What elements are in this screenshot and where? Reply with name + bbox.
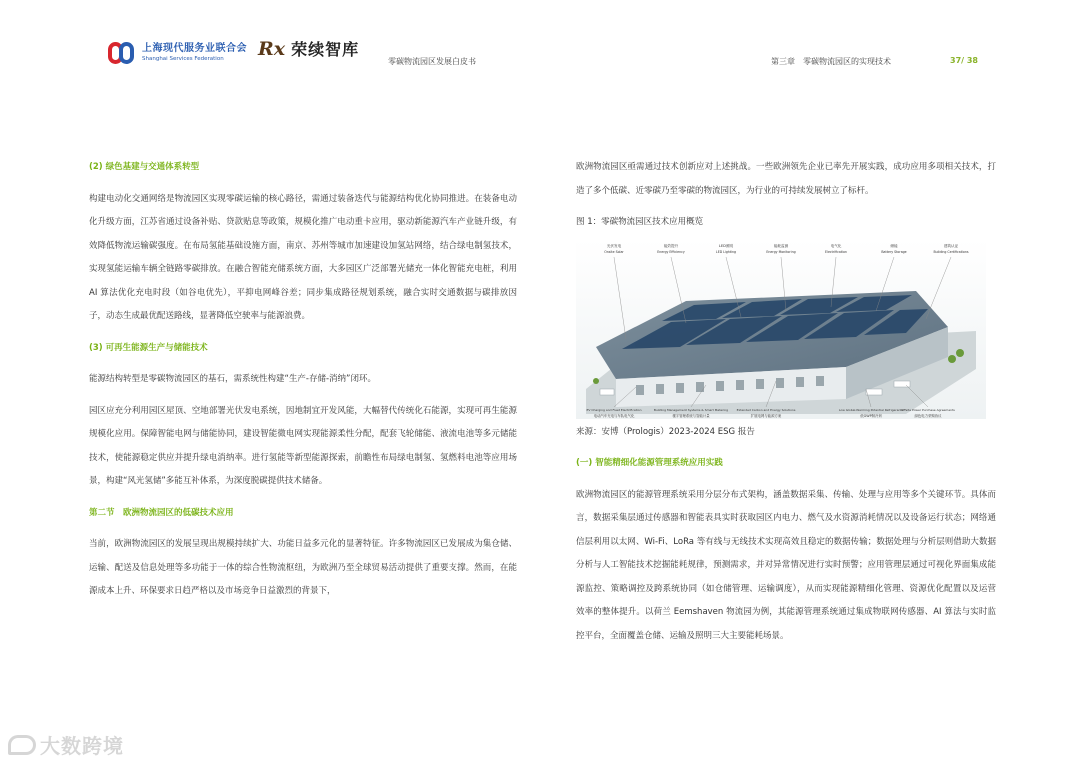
figure-label-cn: 电气化 bbox=[830, 243, 842, 248]
paragraph: 欧洲物流园区亟需通过技术创新应对上述挑战。一些欧洲领先企业已率先开展实践，成功应用多项相关技术，打造了多个低碳、近零碳乃至零碳的物流园区，为行业的可持续发展树立了标杆。 bbox=[576, 162, 996, 196]
figure-label-cn: 能耗监测 bbox=[773, 243, 789, 248]
section-heading: (2) 绿色基建与交通体系转型 bbox=[89, 162, 200, 172]
figure-label-en: Building Certifications bbox=[933, 249, 969, 254]
paragraph: 园区应充分利用园区屋顶、空地部署光伏发电系统，因地制宜开发风能，大幅替代传统化石能源，实现可再生能源规模化应用。保障智能电网与储能协同，建设智能微电网实现能源柔性分配，配套飞轮储能、液流电池等多元储能技术，使能源稳定供应并提升绿电消纳率。进行氢能等新型能源探索，前瞻性布局绿电制氢、氢燃料电池等应用场景，构建“风光氢储”多能互补体系，为深度脱碳提供技术储备。 bbox=[89, 405, 517, 486]
section-heading: (3) 可再生能源生产与储能技术 bbox=[89, 342, 208, 353]
figure-label-en: Onsite Solar bbox=[604, 249, 624, 254]
figure-label-cn: 光伏发电 bbox=[606, 243, 622, 248]
logo1-name-en: Shanghai Services Federation bbox=[142, 56, 224, 62]
watermark-logo-icon bbox=[8, 735, 36, 755]
chapter-title: 第三章 零碳物流园区的实现技术 bbox=[771, 57, 891, 66]
federation-logo-icon bbox=[108, 41, 136, 65]
watermark-text: 大数跨境 bbox=[40, 734, 124, 758]
paragraph: 欧洲物流园区的能源管理系统采用分层分布式架构，涵盖数据采集、传输、处理与应用等多个关键环节。具体而言，数据采集层通过传感器和智能表具实时获取园区内电力、燃气及水资源消耗情况以及设备运行状态；网络通信层利用以太网、Wi-Fi、LoRa 等有线与无线技术实现高效且稳定的数据传输；数据处理与分析层则借助大数据分析与人工智能技术挖掘能耗规律，预测需求，并对异常情况进行实时预警；应用管理层通过可视化界面集成能源监控、策略调控及跨系统协同（如仓储管理、运输调度），从而实现能源精细化管理、资源优化配置以及运营效率的整体提升。以荷兰 Eemshaven 物流园为例，其能源管理系统通过集成物联网传感器、AI 算法与实时监控平台，全面覆盖仓储、运输及照明三大主要能耗场景。 bbox=[576, 489, 996, 641]
figure-label-cn: 电动汽车充电与车队电气化 bbox=[593, 413, 635, 418]
page-header bbox=[108, 38, 978, 74]
figure-label-en: EV Charging and Fleet Electrification bbox=[586, 407, 642, 412]
logo1-name-cn: 上海现代服务业联合会 bbox=[142, 43, 247, 54]
figure-label-cn: 扩展电网与能源方案 bbox=[750, 413, 782, 418]
page-number: 37/ 38 bbox=[950, 56, 978, 65]
figure-source: 来源：安博（Prologis）2023-2024 ESG 报告 bbox=[576, 426, 755, 437]
rongxu-think-tank-logo bbox=[258, 37, 359, 60]
figure-label-cn: LED照明 bbox=[718, 243, 734, 248]
figure-label-en: LED Lighting bbox=[715, 249, 737, 254]
paragraph: 能源结构转型是零碳物流园区的基石，需系统性构建“生产-存储-消纳”闭环。 bbox=[89, 374, 376, 384]
watermark bbox=[8, 730, 124, 759]
right-column bbox=[576, 156, 996, 648]
rx-logo-icon: Rx bbox=[258, 37, 286, 60]
left-column bbox=[89, 156, 517, 604]
shanghai-services-federation-logo bbox=[108, 38, 248, 68]
figure-caption: 图 1：零碳物流园区技术应用概览 bbox=[576, 217, 704, 227]
figure-label-en: Extended Carbon and Energy Solutions bbox=[736, 407, 796, 412]
figure-label-cn: 储能 bbox=[890, 243, 898, 248]
figure-label-cn: 低GWP制冷剂 bbox=[860, 413, 882, 418]
warehouse-illustration bbox=[576, 239, 986, 419]
warehouse-technology-figure bbox=[576, 239, 986, 419]
figure-label-cn: 建筑认证 bbox=[943, 243, 959, 248]
figure-label-cn: 绿色电力采购协议 bbox=[914, 413, 942, 418]
figure-label-cn: 能效提升 bbox=[663, 243, 679, 248]
figure-label-en: Battery Storage bbox=[881, 249, 907, 254]
document-title: 零碳物流园区发展白皮书 bbox=[388, 57, 476, 66]
figure-label-en: Energy Efficiency bbox=[657, 249, 685, 254]
figure-label-en: Energy Monitoring bbox=[766, 249, 796, 254]
figure-label-en: Low Global-Warming Potential Refrigerants bbox=[838, 407, 904, 412]
figure-label-cn: 楼宇管理系统与智能计量 bbox=[672, 413, 710, 418]
figure-label-en: Offsite Power Purchase Agreements bbox=[901, 407, 955, 412]
section-heading: (一) 智能精细化能源管理系统应用实践 bbox=[576, 458, 723, 468]
section-heading: 第二节 欧洲物流园区的低碳技术应用 bbox=[89, 507, 234, 518]
logo2-name: 荣续智库 bbox=[291, 40, 360, 59]
figure-label-en: Building Management Systems & Smart Metering bbox=[653, 407, 729, 412]
figure-label-en: Electrification bbox=[825, 249, 847, 254]
paragraph: 构建电动化交通网络是物流园区实现零碳运输的核心路径，需通过装备迭代与能源结构优化协同推进。在装备电动化升级方面，江苏省通过设备补贴、贷款贴息等政策，规模化推广电动重卡应用，驱动新能源汽车产业链升级，有效降低物流运输碳强度。在布局氢能基础设施方面，南京、苏州等城市加速建设加氢站网络，结合绿电制氢技术，实现氢能运输车辆全链路零碳排放。在融合智能充储系统方面，大多园区广泛部署光储充一体化智能充电桩，利用 AI 算法优化充电时段（如谷电优先），平抑电网峰谷差；同步集成路径规划系统，融合实时交通数据与碳排放因子，动态生成最优配送路线，显著降低空驶率与能源浪费。 bbox=[89, 193, 517, 321]
paragraph: 当前，欧洲物流园区的发展呈现出规模持续扩大、功能日益多元化的显著特征。许多物流园区已发展成为集仓储、运输、配送及信息处理等多功能于一体的综合性物流枢纽，为欧洲乃至全球贸易活动提供了重要支撑。然而，在能源成本上升、环保要求日趋严格以及市场竞争日益激烈的背景下， bbox=[89, 539, 517, 596]
